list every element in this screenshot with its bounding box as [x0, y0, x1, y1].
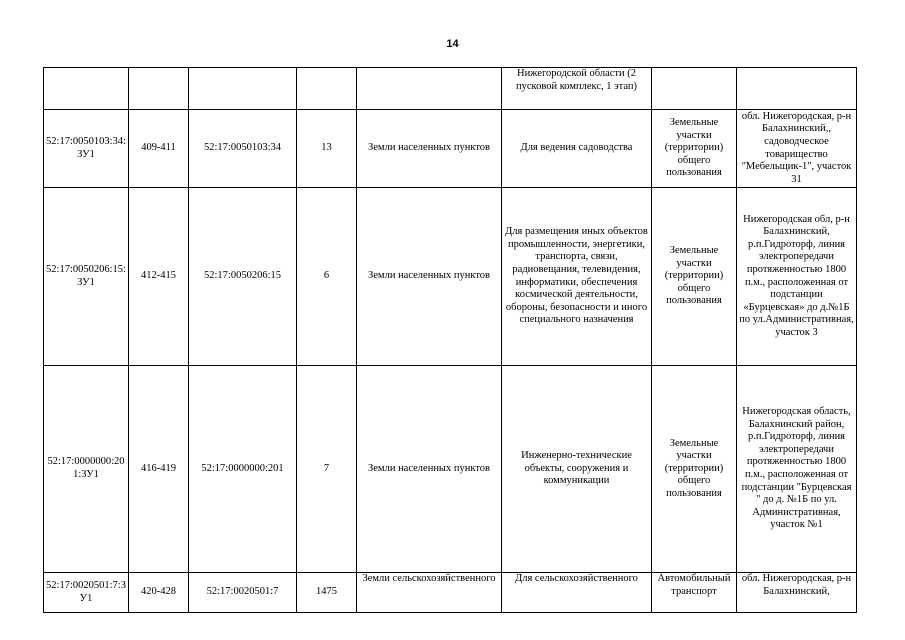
cell-purpose: Для ведения садоводства — [502, 110, 652, 188]
cell-range: 409-411 — [129, 110, 189, 188]
cell-kind: Земельные участки (территории) общего пользования — [652, 188, 737, 366]
cell-count: 13 — [297, 110, 357, 188]
cell-category: Земли населенных пунктов — [357, 110, 502, 188]
cell-purpose: Для сельскохозяйственного — [502, 573, 652, 613]
cell-range: 416-419 — [129, 366, 189, 573]
cell-count — [297, 68, 357, 110]
cell-category — [357, 68, 502, 110]
cell-purpose: Для размещения иных объектов промышленности, энергетики, транспорта, связи, радиовещания, телевидения, информатики, обеспечения космической деятельности, обороны, безопасности и иного специального назначения — [502, 188, 652, 366]
cell-address: обл. Нижегородская, р-н Балахнинский,, садоводческое товарищество "Мебельщик-1", участок 31 — [737, 110, 857, 188]
cell-cadastral-zu: 52:17:0050103:34:ЗУ1 — [44, 110, 129, 188]
cell-cadastral-zu: 52:17:0050206:15:ЗУ1 — [44, 188, 129, 366]
cell-cadastral: 52:17:0000000:201 — [189, 366, 297, 573]
page-number: 14 — [446, 38, 459, 50]
cell-category: Земли населенных пунктов — [357, 366, 502, 573]
cell-cadastral-zu — [44, 68, 129, 110]
cell-purpose: Нижегородской области (2 пусковой комплекс, 1 этап) — [502, 68, 652, 110]
cell-cadastral-zu: 52:17:0020501:7:ЗУ1 — [44, 573, 129, 613]
cell-category: Земли сельскохозяйственного — [357, 573, 502, 613]
cell-address: обл. Нижегородская, р-н Балахнинский, — [737, 573, 857, 613]
table-row — [44, 110, 857, 188]
cell-cadastral: 52:17:0050103:34 — [189, 110, 297, 188]
table-row — [44, 188, 857, 366]
cell-address: Нижегородская обл, р-н Балахнинский, р.п.Гидроторф, линия электропередачи протяженностью 1800 п.м., расположенная от подстанции «Бурцевская» до д.№1Б по ул.Административная, участок 3 — [737, 188, 857, 366]
cell-purpose: Инженерно-технические объекты, сооружения и коммуникации — [502, 366, 652, 573]
cell-cadastral — [189, 68, 297, 110]
cell-cadastral: 52:17:0020501:7 — [189, 573, 297, 613]
cell-range: 412-415 — [129, 188, 189, 366]
cell-range: 420-428 — [129, 573, 189, 613]
cell-count: 1475 — [297, 573, 357, 613]
cell-count: 7 — [297, 366, 357, 573]
land-plots-table — [43, 67, 857, 613]
cell-cadastral-zu: 52:17:0000000:201:ЗУ1 — [44, 366, 129, 573]
cell-address: Нижегородская область, Балахнинский район, р.п.Гидроторф, линия электропередачи протяженностью 1800 п.м., расположенная от подстанции "Бурцевская " до д. №1Б по ул. Административная, участок №1 — [737, 366, 857, 573]
table-row — [44, 573, 857, 613]
table-row — [44, 68, 857, 110]
cell-kind: Автомобильный транспорт — [652, 573, 737, 613]
cell-address — [737, 68, 857, 110]
cell-category: Земли населенных пунктов — [357, 188, 502, 366]
table-row — [44, 366, 857, 573]
cell-cadastral: 52:17:0050206:15 — [189, 188, 297, 366]
cell-kind: Земельные участки (территории) общего пользования — [652, 366, 737, 573]
cell-count: 6 — [297, 188, 357, 366]
cell-range — [129, 68, 189, 110]
cell-kind — [652, 68, 737, 110]
cell-kind: Земельные участки (территории) общего пользования — [652, 110, 737, 188]
